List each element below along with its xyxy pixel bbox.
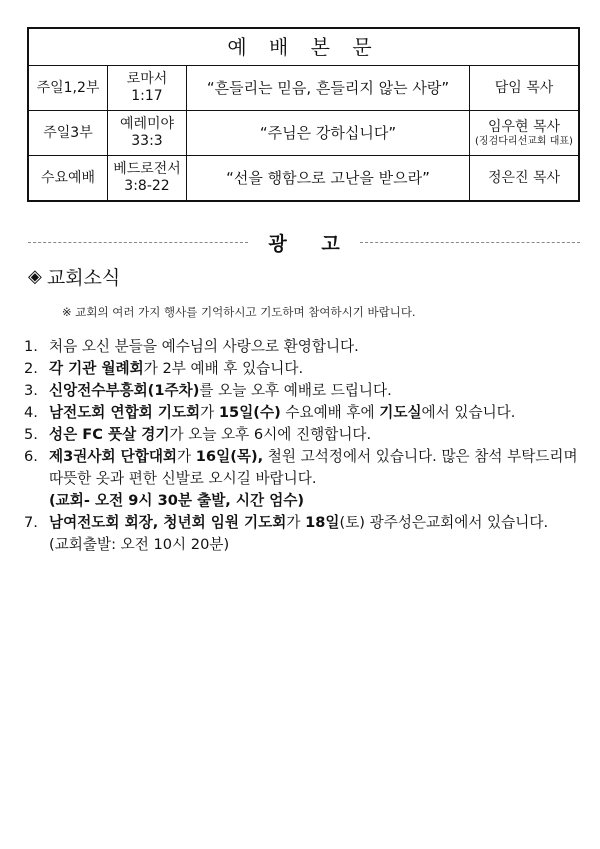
scripture: 베드로전서 3:8-22 [108, 156, 187, 202]
preacher: 임우현 목사 (징검다리선교회 대표) [470, 111, 580, 156]
item-number: 5. [24, 426, 38, 443]
preacher: 정은진 목사 [470, 156, 580, 202]
list-item [24, 336, 584, 358]
dashed-rule [28, 242, 248, 243]
sermon-title: “주님은 강하십니다” [187, 111, 470, 156]
service-name: 주일3부 [28, 111, 108, 156]
notice-text: ※ 교회의 여러 가지 행사를 기억하시고 기도하며 참여하시기 바랍니다. [62, 305, 416, 319]
sermon-table-title: 예 배 본 문 [28, 28, 579, 66]
table-row [28, 111, 579, 156]
item-text: 남여전도회 회장, 청년회 임원 기도회가 18일(토) 광주성은교회에서 있습니다. (교회출발: 오전 10시 20분) [49, 512, 584, 556]
dashed-rule [360, 242, 580, 243]
list-item [24, 358, 584, 380]
item-text: 남전도회 연합회 기도회가 15일(수) 수요예배 후에 기도실에서 있습니다. [49, 404, 516, 421]
item-number: 7. [24, 514, 38, 531]
table-row [28, 156, 579, 202]
scripture: 로마서 1:17 [108, 66, 187, 111]
section-heading [28, 263, 120, 290]
preacher: 담임 목사 [470, 66, 580, 111]
item-text: 신앙전수부흥회(1주차)를 오늘 오후 예배로 드립니다. [49, 382, 392, 399]
list-item [24, 380, 584, 402]
item-subnote: (교회- 오전 9시 30분 출발, 시간 엄수) [49, 492, 305, 509]
item-number: 2. [24, 360, 38, 377]
list-item [24, 512, 584, 556]
news-list [24, 336, 584, 556]
item-number: 3. [24, 382, 38, 399]
list-item [24, 446, 584, 512]
table-row [28, 66, 579, 111]
list-item [24, 424, 584, 446]
service-name: 주일1,2부 [28, 66, 108, 111]
diamond-icon: ◈ [28, 266, 42, 287]
section-title: 교회소식 [46, 267, 121, 289]
item-text: 제3권사회 단합대회가 16일(목), 철원 고석정에서 있습니다. 많은 참석 부탁드리며 따뜻한 옷과 편한 신발로 오시길 바랍니다. (교회- 오전 9시 30분 출발, 시간 엄수) [49, 446, 584, 512]
item-subnote: (교회출발: 오전 10시 20분) [49, 536, 230, 553]
ads-divider [28, 230, 580, 254]
scripture: 예레미야 33:3 [108, 111, 187, 156]
item-text: 성은 FC 풋살 경기가 오늘 오후 6시에 진행합니다. [49, 426, 372, 443]
item-number: 1. [24, 338, 38, 355]
sermon-title: “흔들리는 믿음, 흔들리지 않는 사랑” [187, 66, 470, 111]
service-name: 수요예배 [28, 156, 108, 202]
ads-title: 광 고 [268, 232, 354, 255]
sermon-title: “선을 행함으로 고난을 받으라” [187, 156, 470, 202]
sermon-table [27, 27, 580, 202]
item-number: 4. [24, 404, 38, 421]
preacher-note: (징검다리선교회 대표) [475, 135, 573, 147]
list-item [24, 402, 584, 424]
item-text: 각 기관 월례회가 2부 예배 후 있습니다. [49, 360, 304, 377]
item-text: 처음 오신 분들을 예수님의 사랑으로 환영합니다. [49, 338, 359, 355]
item-number: 6. [24, 448, 38, 465]
